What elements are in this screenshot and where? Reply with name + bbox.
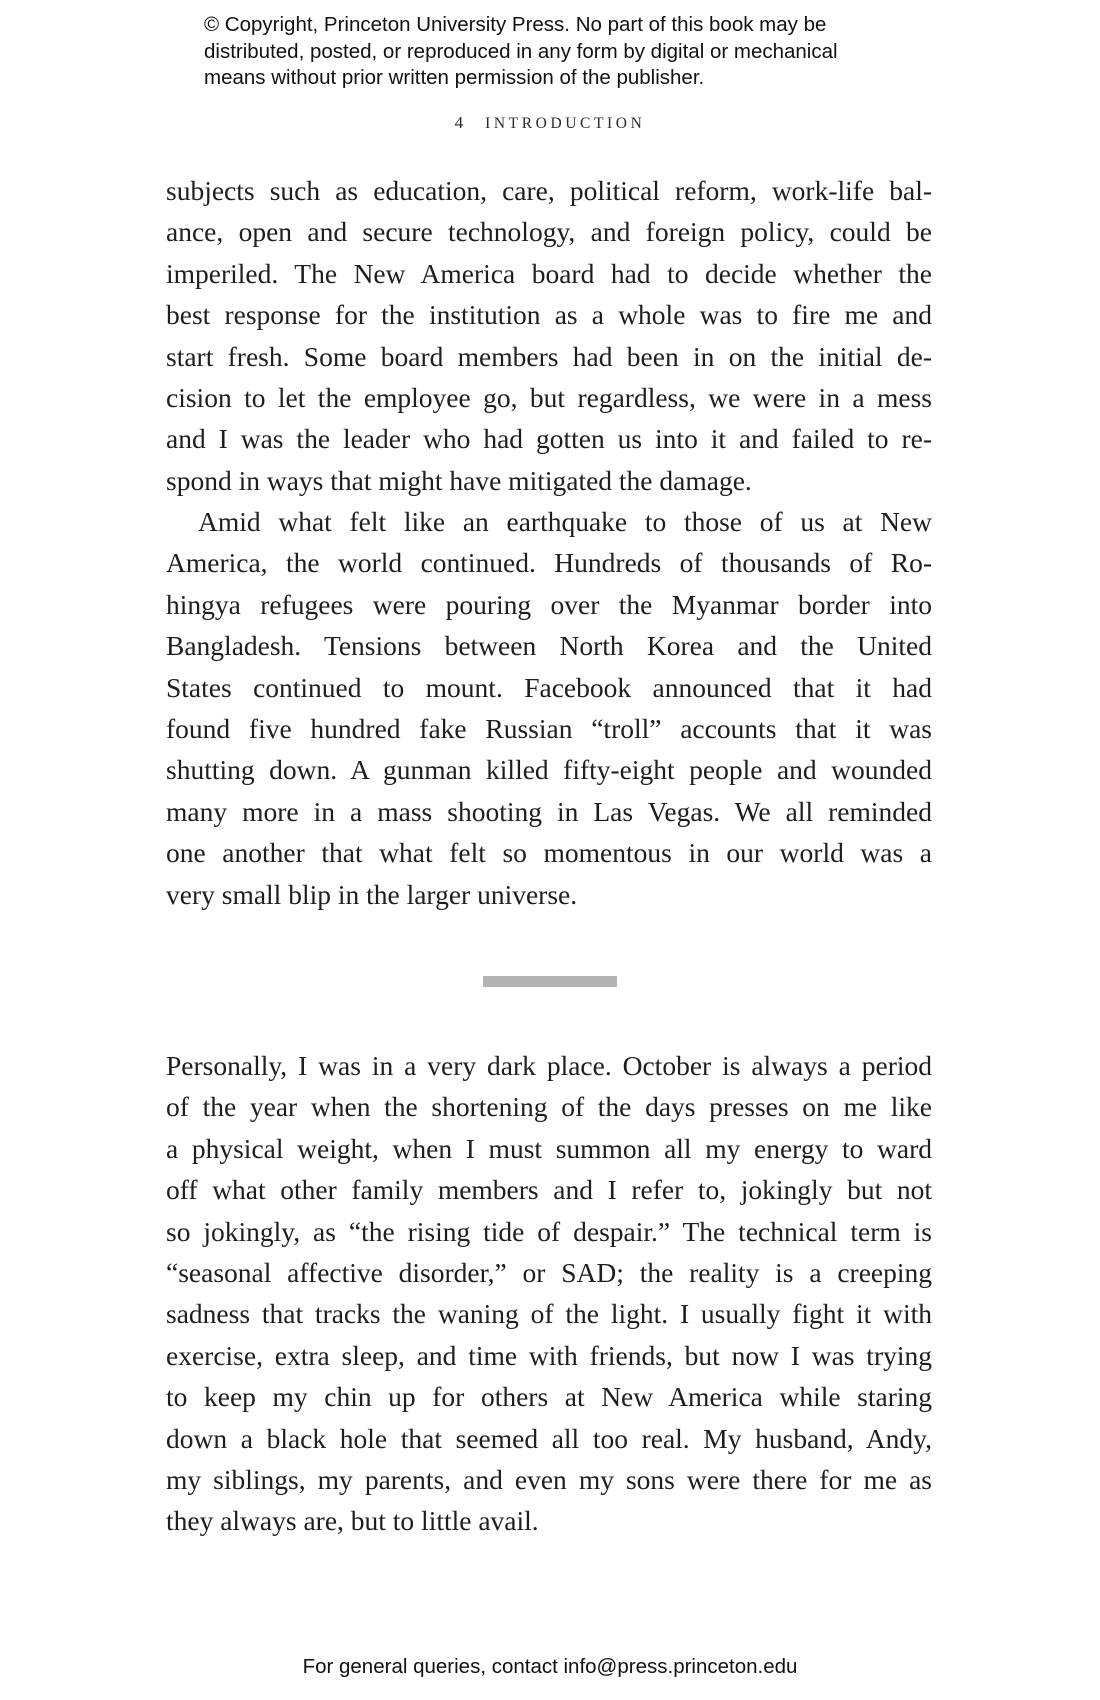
text-line: very small blip in the larger universe. [166, 878, 578, 910]
text-line: down a black hole that seemed all too real. My husband, Andy, [166, 1422, 932, 1454]
text-line: they always are, but to little avail. [166, 1505, 539, 1537]
text-line: subjects such as education, care, political reform, work-life bal- [166, 175, 932, 206]
section-break-divider [483, 976, 617, 987]
text-line: spond in ways that might have mitigated the damage. [166, 464, 752, 496]
text-line: Amid what felt like an earthquake to those of us at New [198, 506, 932, 537]
text-line: imperiled. The New America board had to decide whether the [166, 257, 932, 289]
text-line: of the year when the shortening of the days presses on me like [166, 1091, 932, 1123]
text-line: many more in a mass shooting in Las Vegas. We all reminded [166, 795, 932, 827]
text-line: “seasonal affective disorder,” or SAD; the reality is a creeping [166, 1256, 932, 1288]
text-line: to keep my chin up for others at New America while staring [166, 1381, 932, 1413]
text-line: so jokingly, as “the rising tide of despair.” The technical term is [166, 1215, 932, 1247]
text-line: my siblings, my parents, and even my sons were there for me as [166, 1463, 932, 1495]
paragraph-2 [166, 501, 932, 915]
copyright-line: means without prior written permission of the publisher. [204, 66, 705, 89]
copyright-line: © Copyright, Princeton University Press. No part of this book may be [204, 13, 827, 36]
text-line: off what other family members and I refer to, jokingly but not [166, 1174, 932, 1206]
text-line: start fresh. Some board members had been in on the initial de- [166, 340, 932, 372]
section-title: INTRODUCTION [485, 115, 646, 132]
text-line: found five hundred fake Russian “troll” accounts that it was [166, 712, 932, 744]
text-line: exercise, extra sleep, and time with friends, but now I was trying [166, 1339, 932, 1371]
text-line: shutting down. A gunman killed fifty-eight people and wounded [166, 754, 932, 786]
copyright-notice [204, 12, 904, 92]
copyright-line: distributed, posted, or reproduced in any form by digital or mechanical [204, 39, 838, 63]
page-number: 4 [454, 113, 464, 132]
text-line: ance, open and secure technology, and foreign policy, could be [166, 216, 932, 248]
text-line: and I was the leader who had gotten us into it and failed to re- [166, 423, 932, 455]
text-line: cision to let the employee go, but regardless, we were in a mess [166, 381, 932, 413]
text-line: Personally, I was in a very dark place. October is always a period [166, 1050, 932, 1081]
text-line: Bangladesh. Tensions between North Korea and the United [166, 630, 932, 662]
text-line: best response for the institution as a whole was to fire me and [166, 299, 932, 331]
running-head [0, 113, 1100, 133]
text-line: one another that what felt so momentous in our world was a [166, 837, 932, 869]
footer-contact: For general queries, contact info@press.princeton.edu [302, 1655, 798, 1678]
text-line: a physical weight, when I must summon all my energy to ward [166, 1132, 932, 1164]
text-line: America, the world continued. Hundreds of thousands of Ro- [166, 547, 932, 579]
paragraph-3 [166, 1045, 932, 1542]
text-line: hingya refugees were pouring over the Myanmar border into [166, 588, 932, 620]
paragraph-1 [166, 170, 932, 501]
text-line: States continued to mount. Facebook announced that it had [166, 671, 932, 703]
text-line: sadness that tracks the waning of the light. I usually fight it with [166, 1298, 932, 1330]
